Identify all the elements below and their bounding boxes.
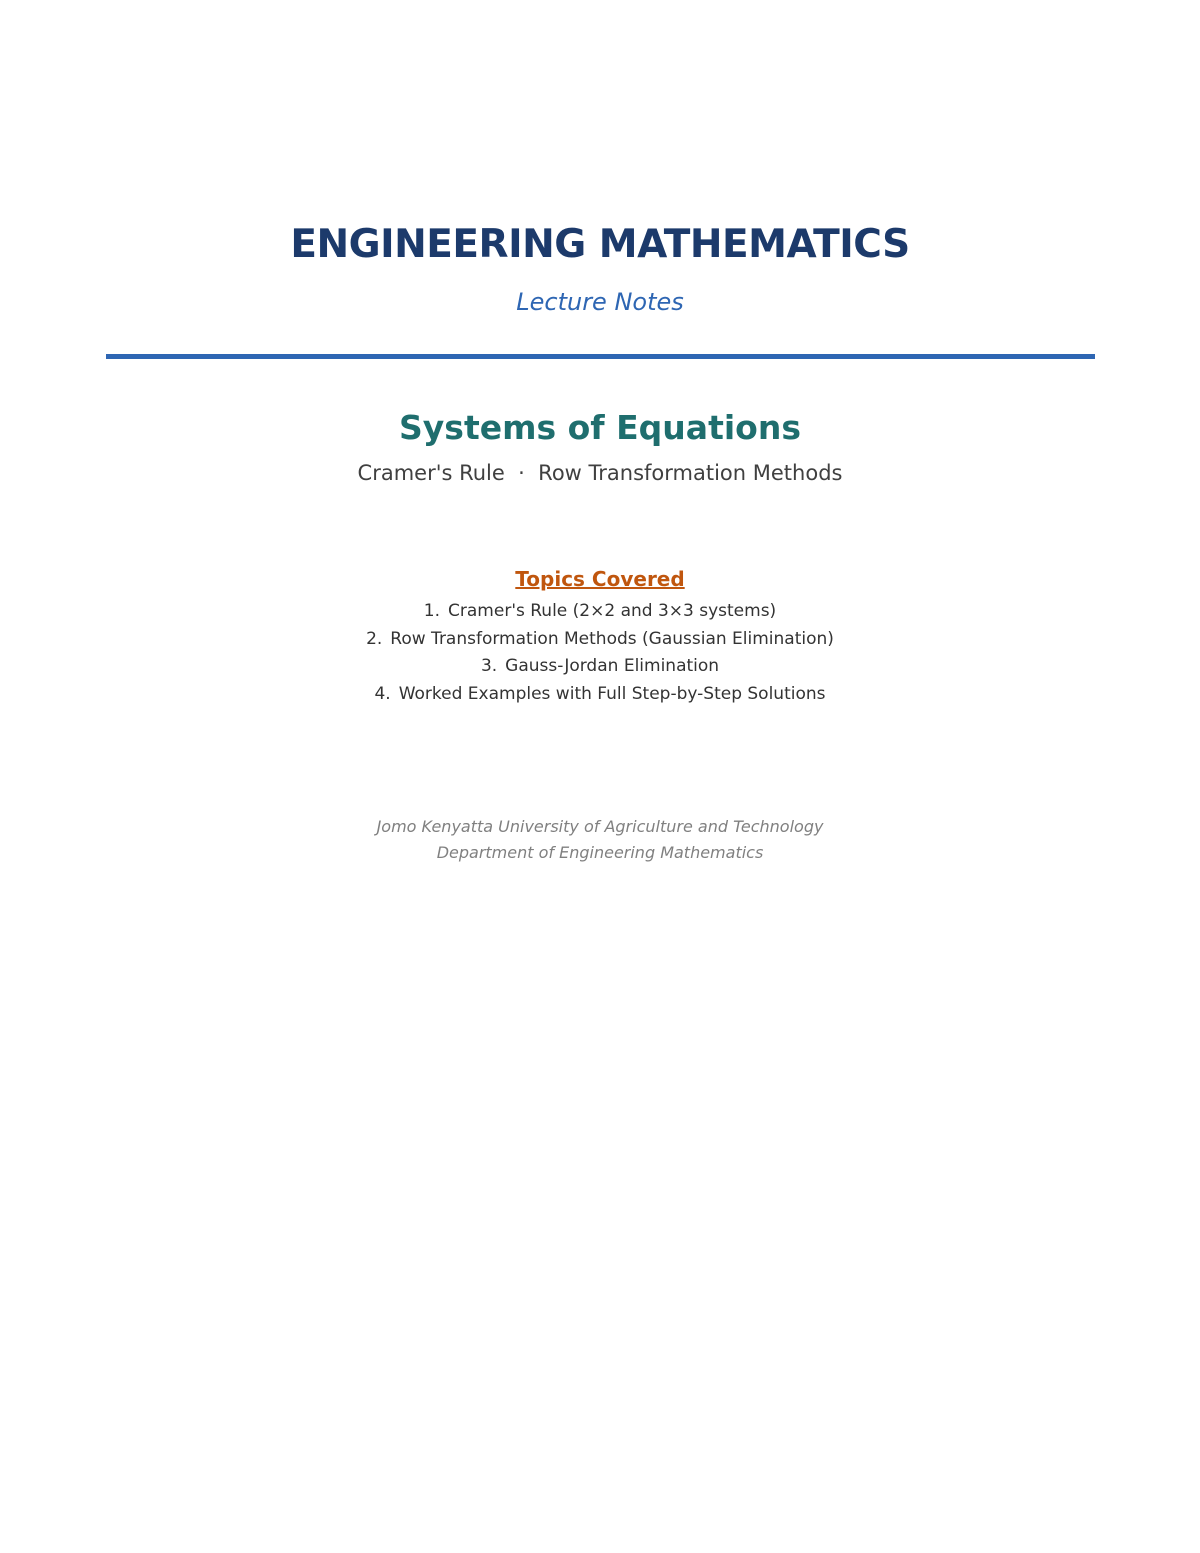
list-item-number: 1. [423, 601, 441, 621]
list-item [0, 598, 1200, 626]
topics-list [0, 598, 1200, 708]
section-title: Systems of Equations [399, 408, 801, 447]
list-item-text: Gauss-Jordan Elimination [505, 656, 720, 676]
title-divider [106, 354, 1095, 359]
document-subtitle: Lecture Notes [516, 288, 684, 316]
list-item-number: 4. [374, 683, 391, 704]
topics-heading: Topics Covered [515, 567, 685, 591]
list-item-number: 2. [366, 628, 383, 649]
list-item-text: Worked Examples with Full Step-by-Step Solutions [398, 683, 826, 704]
list-item-number: 3. [480, 656, 498, 676]
list-item [0, 626, 1200, 654]
list-item [0, 681, 1200, 709]
section-subtitle: Cramer's Rule · Row Transformation Methods [357, 461, 843, 485]
list-item-text: Row Transformation Methods (Gaussian Elimination) [390, 628, 834, 649]
list-item-text: Cramer's Rule (2×2 and 3×3 systems) [448, 601, 777, 621]
university-name: Jomo Kenyatta University of Agriculture and Technology [376, 817, 824, 836]
list-item [0, 653, 1200, 681]
document-title: ENGINEERING MATHEMATICS [290, 222, 910, 267]
department-name: Department of Engineering Mathematics [436, 843, 764, 862]
